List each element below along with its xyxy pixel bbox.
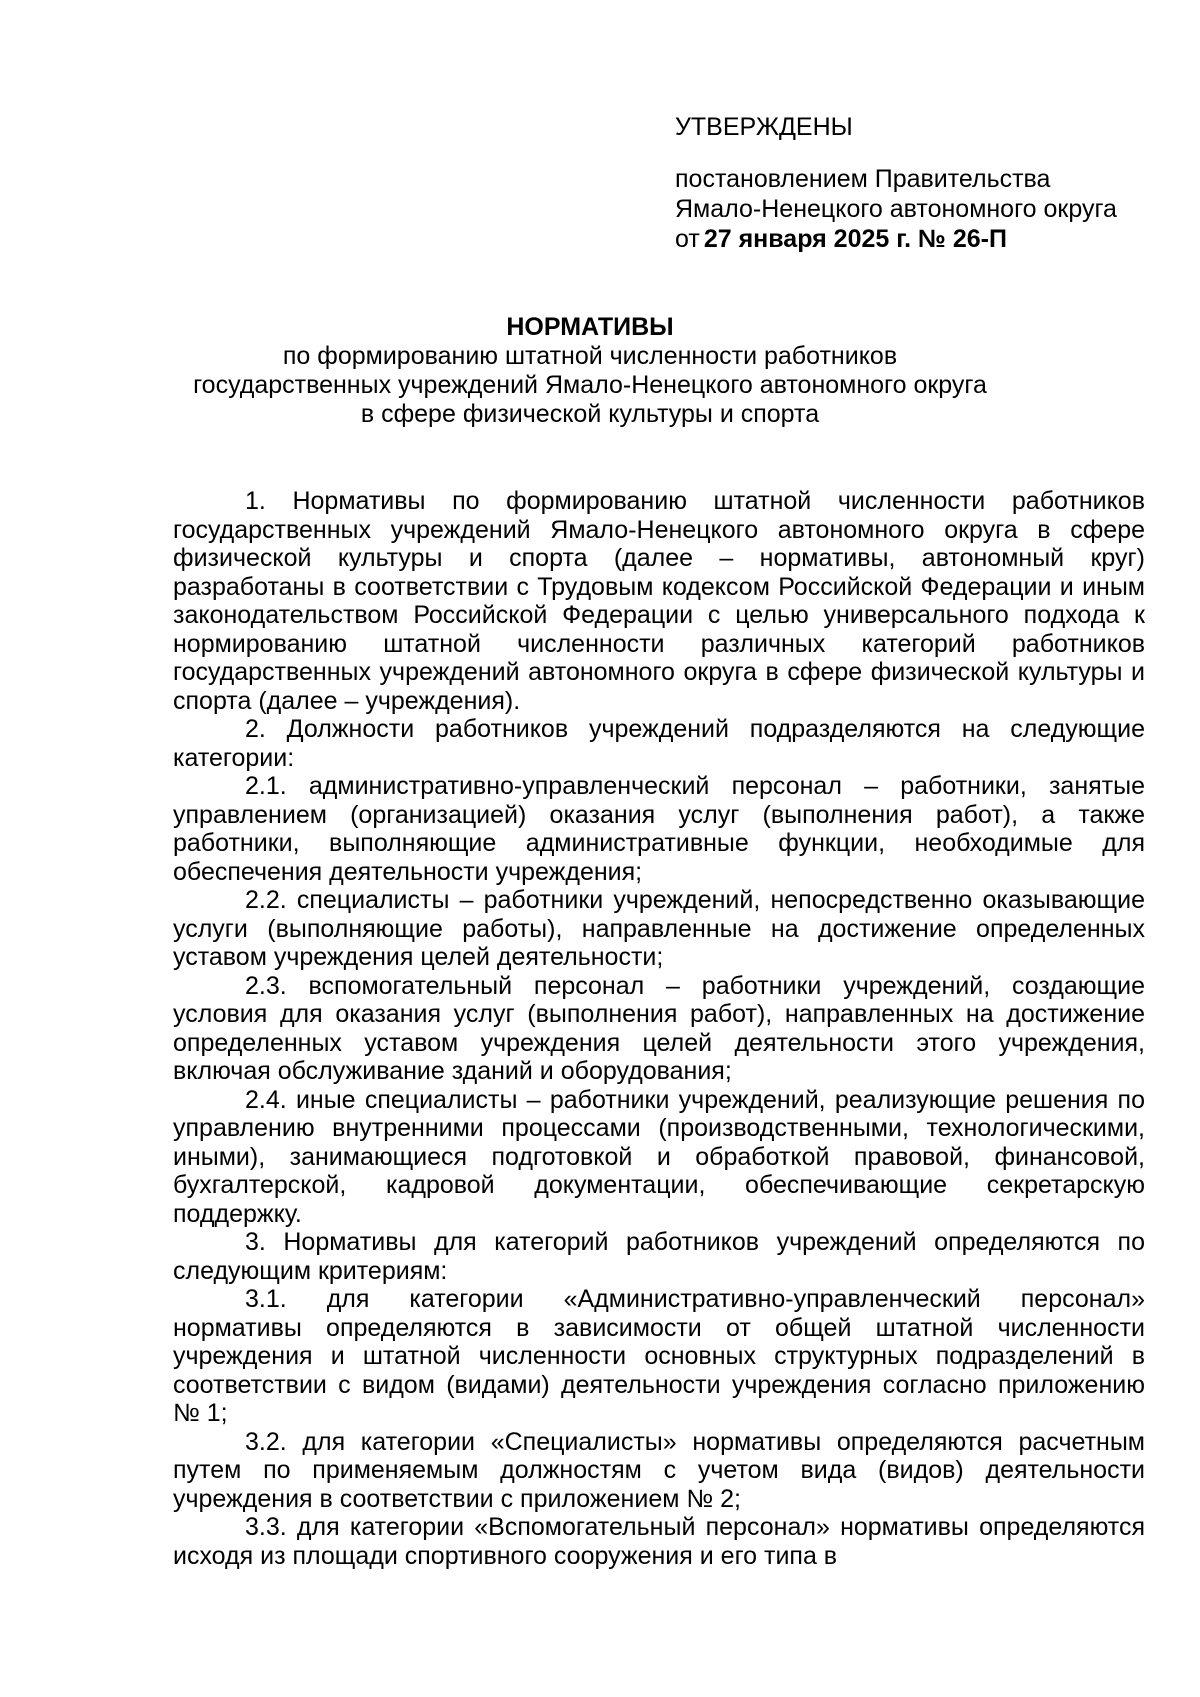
paragraph: 3. Нормативы для категорий работников учреждений определяются по следующим критериям: [173, 1228, 1145, 1285]
approval-date-line [675, 224, 1175, 254]
date-number: 27 января 2025 г. № 26-П [703, 225, 1007, 253]
document-title: НОРМАТИВЫ [506, 313, 674, 341]
date-prefix: от [675, 225, 700, 253]
approval-block [675, 112, 1175, 254]
subtitle-line: по формированию штатной численности работников [282, 342, 898, 370]
approval-stamp: УТВЕРЖДЕНЫ [675, 113, 853, 141]
paragraph: 2.3. вспомогательный персонал – работники учреждений, создающие условия для оказания услуг (выполнения работ), направленных на достижение определенных уставом учреждения целей деятельности этого учреждения, включая обслуживание зданий и оборудования; [173, 971, 1145, 1085]
paragraph: 2.1. административно-управленческий персонал – работники, занятые управлением (организацией) оказания услуг (выполнения работ), а также работники, выполняющие административные функции, необходимые для обеспечения деятельности учреждения; [173, 772, 1145, 886]
paragraph: 3.3. для категории «Вспомогательный персонал» нормативы определяются исходя из площади спортивного сооружения и его типа в [173, 1513, 1145, 1570]
paragraph: 3.2. для категории «Специалисты» нормативы определяются расчетным путем по применяемым должностям с учетом вида (видов) деятельности учреждения в соответствии с приложением № 2; [173, 1427, 1145, 1513]
subtitle-line: государственных учреждений Ямало-Ненецкого автономного округа [193, 371, 987, 399]
subtitle-line: в сфере физической культуры и спорта [360, 400, 820, 428]
approval-line: постановлением Правительства [675, 165, 1051, 193]
paragraph: 3.1. для категории «Административно-управленческий персонал» нормативы определяются в зависимости от общей штатной численности учреждения и штатной численности основных структурных подразделений в соответствии с видом (видами) деятельности учреждения согласно приложению № 1; [173, 1285, 1145, 1427]
approval-line: Ямало-Ненецкого автономного округа [675, 195, 1117, 223]
paragraph: 2.2. специалисты – работники учреждений, непосредственно оказывающие услуги (выполняющие работы), направленные на достижение определенных уставом учреждения целей деятельности; [173, 886, 1145, 971]
paragraph: 1. Нормативы по формированию штатной численности работников государственных учреждений Ямало-Ненецкого автономного округа в сфере физической культуры и спорта (далее – нормативы, автономный круг) разработаны в соответствии с Трудовым кодексом Российской Федерации и иным законодательством Российской Федерации с целью универсального подхода к нормированию штатной численности различных категорий работников государственных учреждений автономного округа в сфере физической культуры и спорта (далее – учреждения). [173, 487, 1145, 715]
paragraph: 2.4. иные специалисты – работники учреждений, реализующие решения по управлению внутренними процессами (производственными, технологическими, иными), занимающиеся подготовкой и обработкой правовой, финансовой, бухгалтерской, кадровой документации, обеспечивающие секретарскую поддержку. [173, 1085, 1145, 1228]
document-body [173, 487, 1145, 1570]
paragraph: 2. Должности работников учреждений подразделяются на следующие категории: [173, 715, 1145, 772]
document-title-block [150, 313, 1030, 429]
